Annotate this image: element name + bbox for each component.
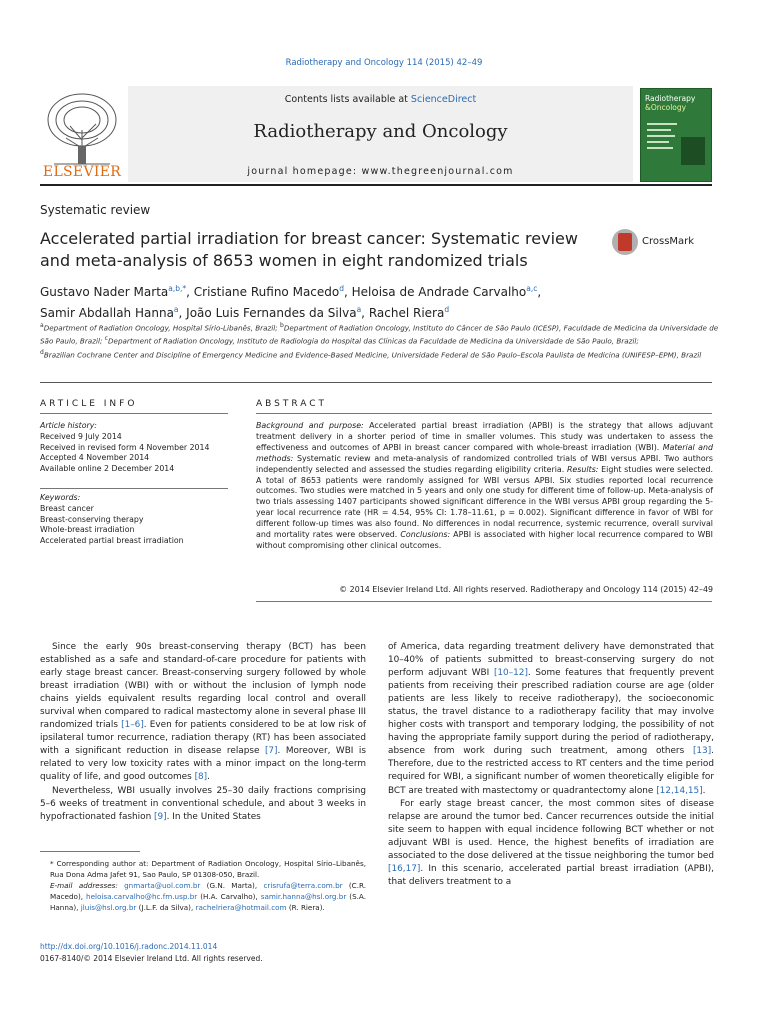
crossmark-button[interactable] xyxy=(612,229,722,259)
email-link[interactable]: rachelriera@hotmail.com xyxy=(195,903,287,913)
journal-title: Radiotherapy and Oncology xyxy=(253,121,508,142)
reference-link[interactable]: [8] xyxy=(194,772,208,783)
abstract-text: Background and purpose: Accelerated partial breast irradiation (APBI) is the strategy that allows adjuvant treatment delivery in a shorter period of time in smaller volumes. This study was undertaken to assess the effectiveness and outcomes of APBI in breast cancer compared with whole-breast irradiation (WBI). Material and methods: Systematic review and meta-analysis of randomized controlled trials of WBI versus APBI. Two authors independently selected and assessed the studies regarding eligibility criteria. Results: Eight studies were selected. A total of 8653 patients were randomly assigned for WBI versus APBI. Six studies reported local recurrence outcomes. Two studies were matched in 5 years and only one study for different time of follow-up. Meta-analysis of two trials assessing 1407 participants showed significant difference in the WBI versus APBI group regarding the 5-year local recurrence rate (HR = 4.54, 95% CI: 1.78–11.61, p = 0.002). Significant difference in favor of WBI for different follow-up times was also found. No differences in nodal recurrence, systemic recurrence, overall survival and mortality rates were observed. Conclusions: APBI is associated with higher local recurrence compared to WBI without compromising other clinical outcomes. xyxy=(256,421,713,550)
affiliation: Brazilian Cochrane Center and Discipline of Emergency Medicine and Evidence-Based Medicine, Universidade Federal de São Paulo–Escola Paulista de Medicina (UNIFESP–EPM), Brazil xyxy=(43,350,702,360)
author-list: Gustavo Nader Marta$^{a,b,*}$, Cristiane Rufino Macedo$^d$, Heloisa de Andrade Carvalho$^{a,c}$, Samir Abdallah Hanna$^a$, João Luis Fernandes da Silva$^a$, Rachel Riera$^d$ xyxy=(40,284,542,320)
abstract-heading: ABSTRACT xyxy=(256,399,328,409)
cover-title-1: Radiotherapy xyxy=(645,94,696,103)
email-link[interactable]: jluis@hsl.org.br xyxy=(80,903,137,913)
elsevier-wordmark: ELSEVIER xyxy=(42,164,122,180)
corresponding-author: * Corresponding author at: Department of Radiation Oncology, Hospital Sírio–Libanês, Rua Dona Adma Jafet 91, Sao Paulo, SP 01308-050, Brazil. xyxy=(50,859,366,880)
section-rule xyxy=(40,382,712,383)
keyword: Accelerated partial breast irradiation xyxy=(40,536,184,546)
affiliation: Department of Radiation Oncology, Instituto do Câncer de São Paulo (ICESP), Faculdade de Medicina da Universidade de São Paulo, Brazil; xyxy=(40,323,719,346)
body-paragraph: For early stage breast cancer, the most common sites of disease relapse are around the tumor bed. Cancer recurrences outside the initial site seem to happen with equal incidence following BCT whether or not adjuvant WBI is used. Hence, the highest benefits of irradiation are associated to the dose delivered at the tissue neighboring the tumor bed [16,17]. In this scenario, accelerated partial breast irradiation (APBI), that delivers treatment to a xyxy=(388,798,714,887)
journal-homepage[interactable]: journal homepage: www.thegreenjournal.com xyxy=(247,166,514,177)
email-link[interactable]: gnmarta@uol.com.br xyxy=(124,881,201,891)
keywords xyxy=(40,493,230,547)
article-info-heading: ARTICLE INFO xyxy=(40,399,138,409)
author-name: Heloisa de Andrade Carvalho xyxy=(351,285,527,299)
history-item: Accepted 4 November 2014 xyxy=(40,453,150,463)
cover-line xyxy=(647,141,669,143)
reference-link[interactable]: [9] xyxy=(154,811,167,822)
keyword: Breast cancer xyxy=(40,503,94,513)
sciencedirect-link[interactable]: ScienceDirect xyxy=(410,94,477,105)
history-label: Article history: xyxy=(40,421,97,430)
email-link[interactable]: heloisa.carvalho@hc.fm.usp.br xyxy=(86,892,198,902)
body-paragraph: Nevertheless, WBI usually involves 25–30 daily fractions comprising 5–6 weeks of treatment in conventional schedule, and about 3 weeks in hypofractionated fashion [9]. In the United States xyxy=(40,785,366,822)
history-item: Available online 2 December 2014 xyxy=(40,464,175,474)
crossmark-icon xyxy=(612,229,638,255)
reference-link[interactable]: [7] xyxy=(264,746,278,757)
journal-cover-image xyxy=(640,88,712,182)
abstract-copyright: © 2014 Elsevier Ireland Ltd. All rights reserved. Radiotherapy and Oncology 114 (2015) 42–49 xyxy=(339,585,713,594)
issn-copyright: 0167-8140/© 2014 Elsevier Ireland Ltd. All rights reserved. xyxy=(40,954,263,963)
reference-link[interactable]: [13] xyxy=(692,746,712,757)
article-title: Accelerated partial irradiation for breast cancer: Systematic review and meta-analysis of 8653 women in eight randomized trials xyxy=(40,229,578,270)
body-column-right xyxy=(388,641,714,889)
author-affiliation-mark[interactable]: a,b,* xyxy=(168,284,187,293)
author-affiliation-mark[interactable]: d xyxy=(444,305,450,314)
author-affiliation-mark[interactable]: a,c xyxy=(526,284,538,293)
crossmark-label: CrossMark xyxy=(642,236,695,247)
journal-citation[interactable]: Radiotherapy and Oncology 114 (2015) 42–49 xyxy=(285,58,483,68)
corresponding-author-footnote xyxy=(40,858,366,913)
contents-prefix: Contents lists available at xyxy=(284,94,411,105)
cover-line xyxy=(647,147,673,149)
reference-link[interactable]: [12,14,15] xyxy=(656,785,703,796)
history-item: Received 9 July 2014 xyxy=(40,431,122,441)
author-name: Rachel Riera xyxy=(368,306,445,320)
cover-line xyxy=(647,129,671,131)
affiliations: $^a$Department of Radiation Oncology, Hospital Sírio-Libanês, Brazil; $^b$Department of Radiation Oncology, Instituto do Câncer de São Paulo (ICESP), Faculdade de Medicina da Universidade de São Paulo, Brazil; $^c$Department of Radiation Oncology, Instituto de Radiologia do Hospital das Clínicas da Faculdade de Medicina da Universidade de São Paulo, Brazil; $^d$Brazilian Cochrane Center and Discipline of Emergency Medicine and Evidence-Based Medicine, Universidade Federal de São Paulo–Escola Paulista de Medicina (UNIFESP–EPM), Brazil xyxy=(40,322,719,360)
affiliation: Department of Radiation Oncology, Instituto de Radiologia do Hospital das Clínicas da Faculdade de Medicina da Universidade de São Paulo, Brazil; xyxy=(107,336,639,346)
cover-line xyxy=(647,123,677,125)
author-name: Gustavo Nader Marta xyxy=(40,285,169,299)
email-addresses: E-mail addresses: gnmarta@uol.com.br (G.N. Marta), crisrufa@terra.com.br (C.R. Macedo), heloisa.carvalho@hc.fm.usp.br (H.A. Carvalho), samir.hanna@hsl.org.br (S.A. Hanna), jluis@hsl.org.br (J.L.F. da Silva), rachelriera@hotmail.com (R. Riera). xyxy=(50,881,367,913)
email-link[interactable]: samir.hanna@hsl.org.br xyxy=(260,892,347,902)
author-affiliation-mark[interactable]: a xyxy=(356,305,362,314)
contents-line xyxy=(128,94,633,105)
affiliation: Department of Radiation Oncology, Hospital Sírio-Libanês, Brazil; xyxy=(43,323,281,333)
author-name: Samir Abdallah Hanna xyxy=(40,306,174,320)
doi-link[interactable]: http://dx.doi.org/10.1016/j.radonc.2014.11.014 xyxy=(40,942,218,951)
reference-link[interactable]: [16,17] xyxy=(388,863,421,874)
author-affiliation-mark[interactable]: a xyxy=(173,305,179,314)
article-info-rule xyxy=(40,488,228,489)
abstract-rule xyxy=(256,413,712,414)
author-affiliation-mark[interactable]: d xyxy=(339,284,344,293)
email-link[interactable]: crisrufa@terra.com.br xyxy=(263,881,343,891)
cover-graphic xyxy=(681,137,705,165)
article-info-rule xyxy=(40,413,228,414)
reference-link[interactable]: [10–12] xyxy=(493,668,528,679)
cover-line xyxy=(647,135,675,137)
body-column-left xyxy=(40,641,366,824)
reference-link[interactable]: [1–6] xyxy=(121,720,144,731)
cover-title-2: &Oncology xyxy=(645,103,687,112)
article-type: Systematic review xyxy=(40,203,151,217)
article-history xyxy=(40,421,230,475)
header-rule xyxy=(40,184,712,186)
keywords-label: Keywords: xyxy=(40,493,81,502)
keyword: Whole-breast irradiation xyxy=(40,525,135,535)
history-item: Received in revised form 4 November 2014 xyxy=(40,442,210,452)
body-paragraph: of America, data regarding treatment delivery have demonstrated that 10–40% of patients submitted to breast-conserving surgery do not perform adjuvant WBI [10–12]. Some features that frequently prevent patients from receiving their prescribed radiation course are age (older patients are less likely to receive radiotherapy), the socioeconomic status, the travel distance to a radiotherapy facility that may involve higher costs with transport and temporary lodging, the possibility of not having the appropriate family support during the period of radiotherapy, absence from work during such treatment, among others [13]. Therefore, due to the restricted access to RT centers and the time period required for WBI, a significant number of women theoretically eligible for BCT are treated with mastectomy or quadrantectomy alone [12,14,15]. xyxy=(388,642,714,796)
author-name: João Luis Fernandes da Silva xyxy=(186,306,357,320)
abstract-bottom-rule xyxy=(256,601,712,602)
body-paragraph: Since the early 90s breast-conserving therapy (BCT) has been established as a safe and standard-of-care procedure for patients with early stage breast cancer. Breast-conserving surgery followed by whole breast irradiation (WBI) with or without the inclusion of lymph node chains yields equivalent results regarding local control and overall survival when compared to radical mastectomy alone in several phase III randomized trials [1–6]. Even for patients considered to be at low risk of ipsilateral tumor recurrence, radiation therapy (RT) has been associated with a significant reduction in disease relapse [7]. Moreover, WBI is related to very low toxicity rates with a minor impact on the long-term quality of life, and good outcomes [8]. xyxy=(40,642,367,783)
footnote-rule xyxy=(40,851,140,852)
author-name: Cristiane Rufino Macedo xyxy=(193,285,340,299)
keyword: Breast-conserving therapy xyxy=(40,514,144,524)
